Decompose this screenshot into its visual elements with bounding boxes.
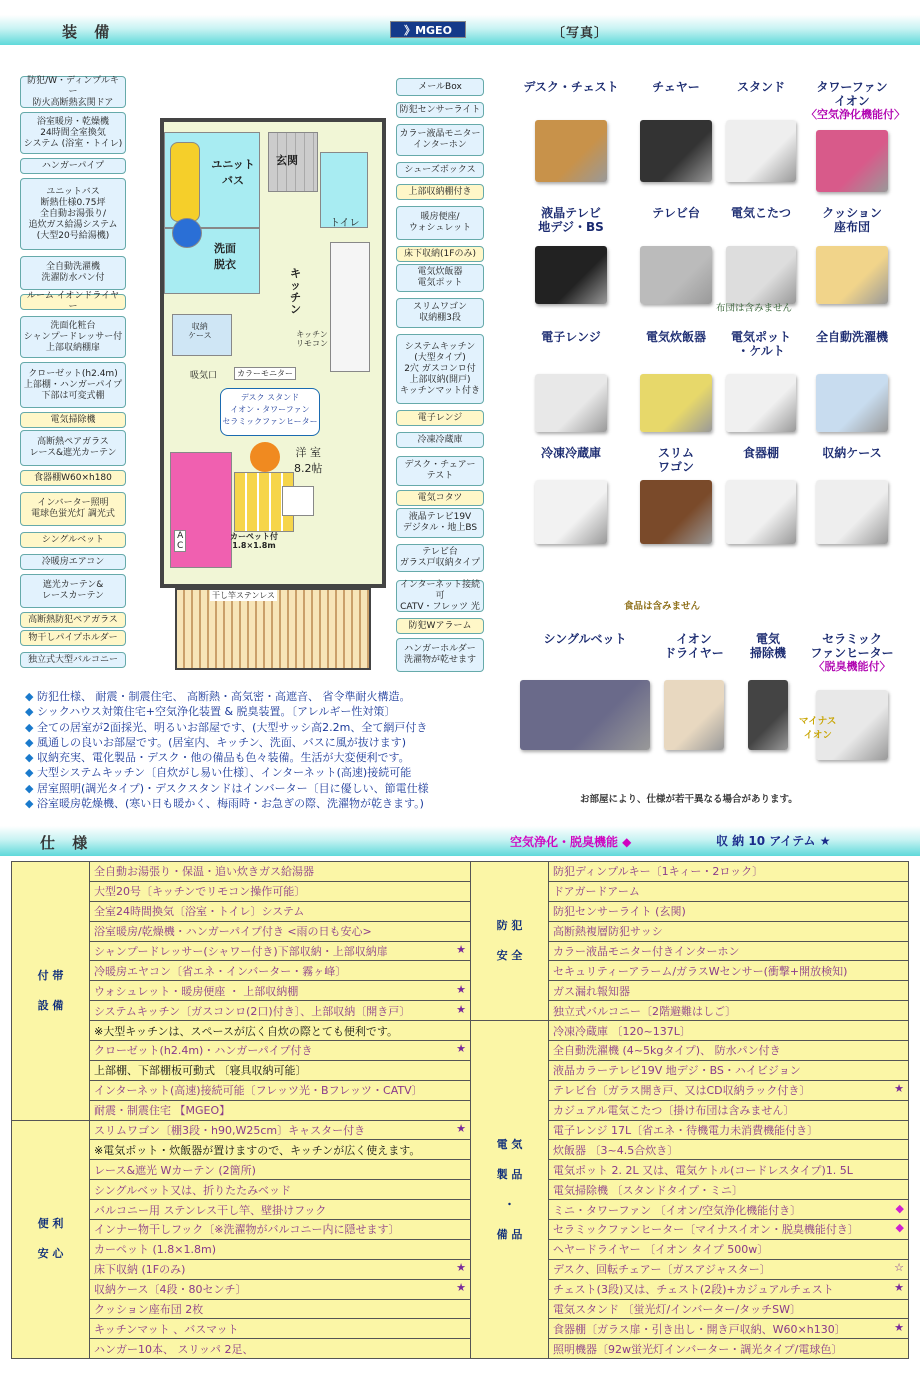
- balcony-pole-label: 干し竿ステンレス: [212, 591, 275, 600]
- spec-category: 電 気 製 品 ・ 備 品: [471, 1021, 549, 1359]
- plan-label-right: カラー液晶モニター インターホン: [396, 124, 484, 156]
- product-image: [748, 680, 788, 750]
- product-name: スタンド: [736, 80, 785, 94]
- spec-item: 全自動お湯張り・保温・追い炊きガス給湯器: [90, 862, 471, 882]
- plan-label-left: 浴室暖房・乾燥機 24時間全室換気 システム (浴室・トイレ): [20, 112, 126, 154]
- spec-item: カーペット (1.8×1.8m): [90, 1239, 471, 1259]
- product-image: [535, 374, 607, 432]
- washer: [172, 218, 202, 248]
- spec-item: デスク、回転チェアー〔ガスアジャスター〕 ☆: [549, 1259, 909, 1279]
- spec-item: バルコニー用 ステンレス干し竿、壁掛けフック: [90, 1200, 471, 1220]
- intake-label: 吸気口: [190, 371, 218, 381]
- spec-item: カラー液晶モニター付きインターホン: [549, 941, 909, 961]
- spec-item: シャンプードレッサー(シャワー付き)下部収納・上部収納扉 ★: [90, 941, 471, 961]
- spec-item: 電気スタンド 〔蛍光灯/インバーター/タッチSW〕: [549, 1299, 909, 1319]
- plan-label-left: 全自動洗濯機 洗濯防水パン付: [20, 256, 126, 290]
- plan-label-left: 冷暖房エアコン: [20, 554, 126, 570]
- plan-label-right: シューズボックス: [396, 162, 484, 178]
- desk-text: デスク スタンド イオン・タワーファン セラミックファンヒーター: [222, 393, 318, 426]
- spec-item: レース&遮光 Wカーテン (2箇所): [90, 1160, 471, 1180]
- product-image: [726, 480, 796, 544]
- product-name: イオン ドライヤー: [664, 632, 724, 660]
- feature-item: ◆ 風通しの良いお部屋です。(居室内、キッチン、洗面、バスに風が抜けます): [25, 735, 505, 750]
- storage-star-icon: ★: [456, 1122, 466, 1136]
- spec-item: テレビ台〔ガラス開き戸、又はCD収納ラック付き〕 ★: [549, 1080, 909, 1100]
- feature-item: ◆ 収納充実、電化製品・デスク・他の備品も色々装備。生活が大変便利です。: [25, 750, 505, 765]
- bathtub: [170, 142, 200, 222]
- storage-star-icon: ★: [456, 1042, 466, 1056]
- storage-star-icon: ★: [456, 1261, 466, 1275]
- product-feature: 〈脱臭機能付〉: [813, 660, 891, 673]
- plan-label-left: 食器棚W60×h180: [20, 470, 126, 486]
- plan-label-left: クローゼット(h2.4m) 上部棚・ハンガーパイプ 下部は可変式棚: [20, 362, 126, 408]
- storage-star-icon: ★: [456, 1002, 466, 1016]
- plan-label-right: スリムワゴン 収納棚3段: [396, 298, 484, 328]
- spec-table-right: [470, 861, 909, 1359]
- plan-label-left: 物干しパイプホルダー: [20, 630, 126, 646]
- product-feature: 〈空気浄化機能付〉: [806, 108, 905, 121]
- spec-item: 全自動洗濯機 (4~5kgタイプ)、 防水パン付き: [549, 1041, 909, 1061]
- plan-label-left: 防犯/W・ディンプルキー 防火高断熱玄関ドア: [20, 76, 126, 108]
- spec-item: ドアガードアーム: [549, 881, 909, 901]
- product-name: 液晶テレビ 地デジ・BS: [538, 206, 604, 234]
- spec-band: [0, 826, 920, 856]
- storage-star-icon: ★: [456, 1281, 466, 1295]
- plan-label-left: 独立式大型バルコニー: [20, 652, 126, 668]
- product-image: [640, 246, 712, 304]
- spec-item: 全室24時間換気〔浴室・トイレ〕システム: [90, 901, 471, 921]
- spec-item: ガス漏れ報知器: [549, 981, 909, 1001]
- plan-label-right: システムキッチン (大型タイプ) 2穴 ガスコンロ付 上部収納(開戸) キッチンマット付き: [396, 334, 484, 404]
- spec-item: 冷凍冷蔵庫 〔120~137L〕: [549, 1021, 909, 1041]
- product-name: 電気炊飯器: [645, 330, 706, 344]
- food-note: 食品は含みません: [624, 601, 701, 612]
- product-name: シングルベット: [543, 632, 627, 646]
- spec-item: スリムワゴン〔棚3段・h90,W25cm〕キャスター付き ★: [90, 1120, 471, 1140]
- kitchen-label: キ ッ チ ン: [290, 267, 301, 316]
- product-name: チェヤー: [652, 80, 700, 94]
- feature-item: ◆ 防犯仕様、 耐震・制震住宅、 高断熱・高気密・高遮音、 省令準耐火構造。: [25, 689, 505, 704]
- plan-label-left: 電気掃除機: [20, 412, 126, 428]
- spec-item: システムキッチン〔ガスコンロ(2口)付き〕、上部収納〔開き戸〕 ★: [90, 1001, 471, 1021]
- product-name: 電気こたつ: [730, 206, 791, 220]
- spec-row: [471, 862, 909, 882]
- spec-item: シングルベット又は、折りたたみベッド: [90, 1180, 471, 1200]
- plan-label-right: メールBox: [396, 78, 484, 96]
- spec-item: 防犯センサーライト (玄関): [549, 901, 909, 921]
- storage-case-label: 収納 ケース: [188, 322, 212, 340]
- spec-item: 耐震・制震住宅 【MGEO】: [90, 1100, 471, 1120]
- spec-item: クローゼット(h2.4m)・ハンガーパイプ付き ★: [90, 1041, 471, 1061]
- spec-item: ハンガー10本、 スリッパ 2足、: [90, 1339, 471, 1359]
- spec-item: 食器棚〔ガラス扉・引き出し・開き戸収納、W60×h130〕 ★: [549, 1319, 909, 1339]
- spec-table-left: [11, 861, 471, 1359]
- plan-label-right: 電気コタツ: [396, 490, 484, 506]
- plan-label-right: テレビ台 ガラス戸収納タイプ: [396, 544, 484, 572]
- product-name: 食器棚: [742, 446, 779, 460]
- spec-item: ミニ・タワーファン 〔イオン/空気浄化機能付き〕 ◆: [549, 1200, 909, 1220]
- spec-item: インターネット(高速)接続可能〔フレッツ光・Bフレッツ・CATV〕: [90, 1080, 471, 1100]
- product-image: [640, 120, 712, 182]
- spec-item: ※大型キッチンは、スペースが広く自炊の際とても便利です。: [90, 1021, 471, 1041]
- spec-item: 冷暖房エヤコン〔省エネ・インバーター・霧ヶ峰〕: [90, 961, 471, 981]
- photo-title: 〔写真〕: [552, 26, 609, 41]
- plan-label-right: 防犯Wアラーム: [396, 618, 484, 634]
- disclaimer: お部屋により、仕様が若干異なる場合があります。: [580, 794, 798, 805]
- product-name: 全自動洗濯機: [815, 330, 888, 344]
- plan-label-right: 暖房便座/ ウォシュレット: [396, 206, 484, 240]
- storage-star-icon: ★: [894, 1281, 904, 1295]
- storage-star-icon: ★: [456, 982, 466, 996]
- floor-plan-outline: [160, 118, 386, 588]
- product-name: 電気ポット ・ケルト: [730, 330, 791, 358]
- storage-star-icon: ★: [456, 943, 466, 956]
- product-name: テレビ台: [652, 206, 700, 220]
- western-room-label: 洋 室 8.2帖: [294, 446, 323, 475]
- spec-item: キッチンマット 、バスマット: [90, 1319, 471, 1339]
- spec-item: 電気掃除機 〔スタンドタイプ・ミニ〕: [549, 1180, 909, 1200]
- spec-item: ウォシュレット・暖房便座 ・ 上部収納棚 ★: [90, 981, 471, 1001]
- spec-item: インナー物干しフック〔※洗濯物がバルコニー内に隠せます〕: [90, 1220, 471, 1240]
- product-name: タワーファン イオン 〈空気浄化機能付〉: [806, 80, 905, 121]
- plan-label-left: ユニットバス 断熱仕様0.75坪 全自動お湯張り/ 追炊ガス給湯システム (大型20号給湯機): [20, 178, 126, 250]
- plan-label-right: デスク・チェアー テスト: [396, 456, 484, 486]
- plan-label-right: ハンガーホルダー 洗濯物が乾せます: [396, 638, 484, 672]
- product-name: デスク・チェスト: [523, 80, 619, 94]
- spec-item: 電気ポット 2. 2L 又は、電気ケトル(コードレスタイプ)1. 5L: [549, 1160, 909, 1180]
- spec-item: クッション座布団 2枚: [90, 1299, 471, 1319]
- kotatsu: [282, 486, 314, 516]
- mgeo-logo: 》MGEO: [390, 21, 466, 38]
- diamond-icon: ◆: [895, 1201, 904, 1215]
- product-name: 電気 掃除機: [749, 632, 786, 660]
- spec-row: [471, 1021, 909, 1041]
- toilet-label: トイレ: [330, 218, 360, 229]
- features-list: [25, 689, 505, 811]
- plan-label-left: インバーター照明 電球色蛍光灯 調光式: [20, 492, 126, 526]
- unit-bath-label: ユニット バス: [211, 158, 255, 187]
- plan-label-left: シングルベット: [20, 532, 126, 548]
- feature-item: ◆ シックハウス対策住宅+空気浄化装置 & 脱臭装置。〔アレルギー性対策〕: [25, 704, 505, 719]
- spec-air-note: 空気浄化・脱臭機能 ◆: [510, 835, 632, 849]
- product-image: [726, 246, 796, 304]
- monitor-label: カラーモニター: [234, 367, 296, 380]
- equipment-title: 装 備: [62, 23, 116, 41]
- storage-star-icon: ★: [894, 1082, 904, 1096]
- product-image: [520, 680, 650, 750]
- spec-category: 防 犯 安 全: [471, 862, 549, 1021]
- product-name: 冷凍冷蔵庫: [540, 446, 601, 460]
- product-name: 収納ケース: [822, 446, 882, 460]
- product-name: 電子レンジ: [541, 330, 601, 344]
- feature-item: ◆ 大型システムキッチン〔自炊がし易い仕様〕、インターネット(高速)接続可能: [25, 765, 505, 780]
- plan-label-right: 上部収納棚付き: [396, 184, 484, 200]
- plan-label-right: 液晶テレビ19V デジタル・地上BS: [396, 508, 484, 538]
- feature-item: ◆ 全ての居室が2面採光、明るいお部屋です、(大型サッシ高2.2m、全て網戸付き: [25, 720, 505, 735]
- product-image: [664, 680, 724, 750]
- product-image: [726, 120, 796, 182]
- feature-item: ◆ 浴室暖房乾燥機、(寒い日も暖かく、梅雨時・お急ぎの際、洗濯物が乾きます。): [25, 796, 505, 811]
- plan-label-left: 高断熱防犯ペアガラス: [20, 612, 126, 628]
- product-image: [816, 374, 888, 432]
- ceiling-light: [250, 442, 280, 472]
- product-name: クッション 座布団: [822, 206, 882, 234]
- ac-label: A C: [174, 530, 186, 552]
- product-image: [640, 480, 712, 544]
- spec-item: セラミックファンヒーター〔マイナスイオン・脱臭機能付き〕 ◆: [549, 1220, 909, 1240]
- spec-item: ※電気ポット・炊飯器が置けますので、キッチンが広く使えます。: [90, 1140, 471, 1160]
- spec-item: 独立式バルコニー〔2階避難はしご〕: [549, 1001, 909, 1021]
- spec-row: [12, 1120, 471, 1140]
- spec-item: セキュリティーアラーム/ガラスWセンサー(衝撃+開放検知): [549, 961, 909, 981]
- spec-item: カジュアル電気こたつ〔掛け布団は含みません〕: [549, 1100, 909, 1120]
- plan-label-right: 冷凍冷蔵庫: [396, 432, 484, 448]
- spec-category: 便 利 安 心: [12, 1120, 90, 1359]
- product-image: [816, 480, 888, 544]
- plan-label-right: 電子レンジ: [396, 410, 484, 426]
- product-name: セラミック ファンヒーター 〈脱臭機能付〉: [806, 632, 898, 674]
- spec-item: 防犯ディンプルキー〔1キィー・2ロック〕: [549, 862, 909, 882]
- spec-item: 高断熱複層防犯サッシ: [549, 921, 909, 941]
- storage-star-icon: ★: [894, 1320, 904, 1334]
- minus-ion-note: マイナス イオン: [799, 716, 837, 741]
- plan-label-right: 電気炊飯器 電気ポット: [396, 264, 484, 292]
- carpet-label: カーペット付 1.8×1.8m: [230, 532, 278, 550]
- entrance-label: 玄関: [276, 154, 298, 167]
- spec-item: 大型20号〔キッチンでリモコン操作可能〕: [90, 881, 471, 901]
- plan-label-left: ハンガーパイプ: [20, 158, 126, 174]
- plan-label-left: 洗面化粧台 シャンプードレッサー付 上部収納棚扉: [20, 316, 126, 358]
- plan-label-right: 床下収納(1Fのみ): [396, 246, 484, 262]
- plan-label-right: 防犯センサーライト: [396, 102, 484, 118]
- washroom-label: 洗面 脱衣: [214, 242, 236, 271]
- product-image: [816, 130, 888, 192]
- spec-item: 照明機器〔92w蛍光灯インバーター・調光タイプ/電球色〕: [549, 1339, 909, 1359]
- kitchen-remote-label: キッチン リモコン: [296, 330, 328, 348]
- spec-item: 上部棚、下部棚板可動式 〔寝具収納可能〕: [90, 1060, 471, 1080]
- spec-title: 仕 様: [40, 834, 94, 852]
- spec-row: [12, 862, 471, 882]
- kitchen-counter: [330, 242, 370, 372]
- spec-item: ヘヤードライヤー 〔イオン タイプ 500w〕: [549, 1239, 909, 1259]
- spec-item: 液晶カラーテレビ19V 地デジ・BS・ハイビジョン: [549, 1060, 909, 1080]
- product-image: [535, 480, 607, 544]
- product-image: [816, 246, 888, 304]
- product-image: [640, 374, 712, 432]
- product-name: スリム ワゴン: [657, 446, 694, 474]
- spec-item: チェスト(3段)又は、チェスト(2段)+カジュアルチェスト ★: [549, 1279, 909, 1299]
- product-image: [535, 120, 607, 182]
- kotatsu-note: 布団は含みません: [716, 303, 793, 314]
- diamond-icon: ◆: [895, 1221, 904, 1235]
- spec-category: 付 帯 設 備: [12, 862, 90, 1121]
- plan-label-left: 高断熱ペアガラス レース&遮光カーテン: [20, 430, 126, 466]
- feature-item: ◆ 居室照明(調光タイプ)・デスクスタンドはインバーター〔目に優しい、節電仕様: [25, 781, 505, 796]
- spec-item: 床下収納 (1Fのみ) ★: [90, 1259, 471, 1279]
- plan-label-left: 遮光カーテン& レースカーテン: [20, 574, 126, 608]
- spec-item: 収納ケース〔4段・80センチ〕 ★: [90, 1279, 471, 1299]
- plan-label-left: ルーム イオンドライヤー: [20, 294, 126, 310]
- spec-item: 電子レンジ 17L〔省エネ・待機電力未消費機能付き〕: [549, 1120, 909, 1140]
- plan-label-right: インターネット接続可 CATV・フレッツ 光: [396, 580, 484, 612]
- product-image: [535, 246, 607, 304]
- storage-star-icon: ☆: [894, 1261, 904, 1275]
- spec-storage-note: 収 納 10 アイテム ★: [716, 834, 831, 848]
- product-image: [726, 374, 796, 432]
- spec-item: 炊飯器 〔3~4.5合炊き〕: [549, 1140, 909, 1160]
- spec-item: 浴室暖房/乾燥機・ハンガーパイプ付き <雨の日も安心>: [90, 921, 471, 941]
